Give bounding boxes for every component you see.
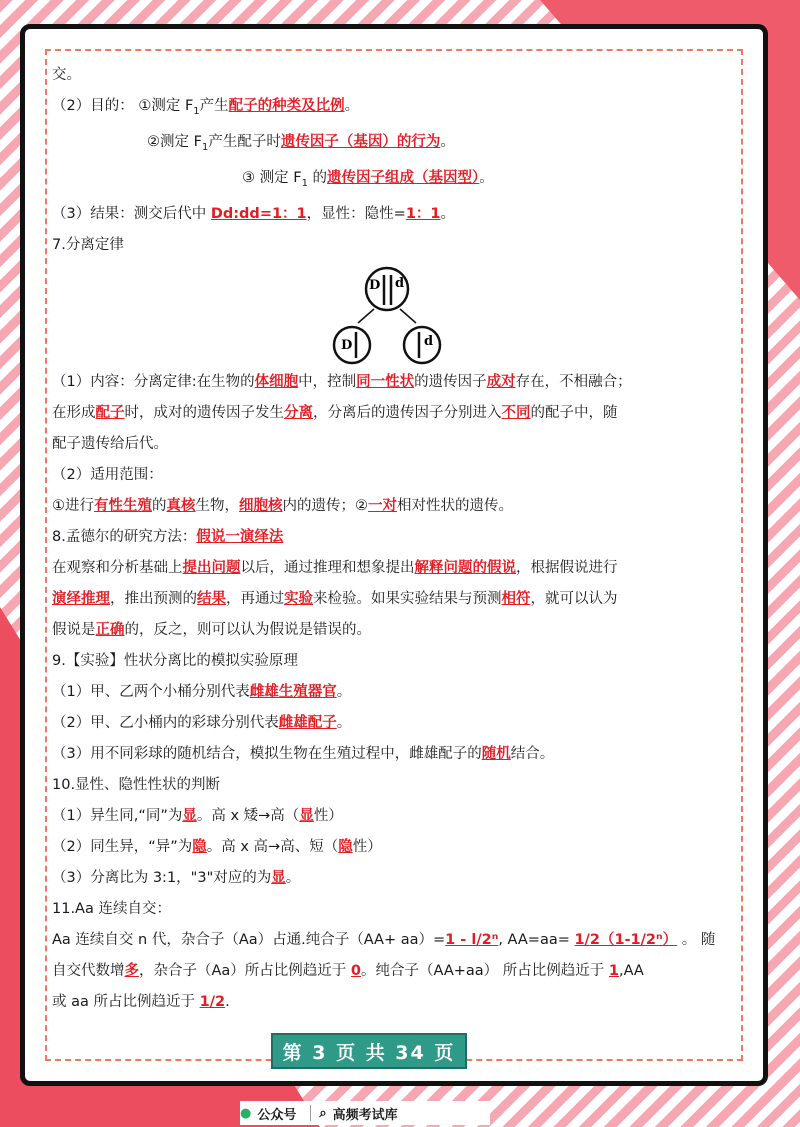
text-line: ③ 测定 $F_1$ 的遗传因子组成（基因型）。 [242,169,494,189]
allele-label: D [369,277,381,293]
answer-highlight: 有性生殖 [94,497,152,514]
page-number-badge: 第 3 页 共 34 页 [271,1033,467,1069]
answer-highlight: 雌雄配子 [278,714,337,731]
answer-highlight: 1 - l/2ⁿ [445,931,499,948]
answer-highlight: 雌雄生殖器官 [249,683,337,700]
text-line: （1）内容：分离定律:在生物的体细胞中，控制同一性状的遗传因子成对存在，不相融合； [52,373,632,390]
watermark-account: 公众号 [257,1107,297,1123]
section-heading: 10.显性、隐性性状的判断 [52,776,221,793]
answer-highlight: 1/2（1-1/2ⁿ） [574,931,678,948]
divider [310,1105,311,1121]
document-content [52,60,722,1018]
answer-highlight: 演绎推理 [52,590,110,607]
subscript: 1 [301,177,308,189]
answer-highlight: 显 [299,807,314,824]
answer-highlight: 显 [271,869,286,886]
text-line: 假说是正确的，反之，则可以认为假说是错误的。 [52,621,371,638]
text-line: 自交代数增多，杂合子（Aa）所占比例趋近于 0。纯合子（AA+aa） 所占比例趋近于 1,AA [52,962,644,979]
answer-highlight: 结果 [197,590,226,607]
text-line: （3）分离比为 3:1，"3"对应的为显。 [52,869,301,886]
text-line: Aa 连续自交 n 代，杂合子（Aa）占通.纯合子（AA+ aa）=1 - l/2ⁿ, AA=aa= 1/2（1-1/2ⁿ） 。 随 [52,931,716,948]
chromosome-diagram [332,265,442,367]
subscript: 1 [201,141,209,153]
text-line: 交。 [52,67,81,83]
answer-highlight: 解释问题的假说 [414,559,516,576]
answer-highlight: 配子的种类及比例 [228,98,345,114]
text-line: 在形成配子时，成对的遗传因子发生分离，分离后的遗传因子分别进入不同的配子中，随 [52,404,618,421]
watermark [240,1101,490,1125]
text-line: 配子遗传给后代。 [52,435,168,452]
answer-highlight: 0 [350,962,362,979]
section-heading: 9.【实验】性状分离比的模拟实验原理 [52,652,298,669]
text-line: ②测定 $F_1$产生配子时遗传因子（基因）的行为。 [147,133,455,153]
text-line: （2）目的： ①测定 $F_1$产生配子的种类及比例。 [52,98,360,117]
wechat-icon: ● [240,1105,252,1121]
text-line: （3）用不同彩球的随机结合，模拟生物在生殖过程中，雌雄配子的随机结合。 [52,745,555,762]
answer-highlight: 体细胞 [254,373,299,390]
text-line: （1）异生同,“同”为显。高 x 矮→高（显性） [52,807,343,824]
text-line: 或 aa 所占比例趋近于 1/2. [52,993,230,1010]
answer-highlight: 实验 [284,590,313,607]
answer-highlight: Dd:dd=1：1 [210,205,307,222]
allele-label: D [341,337,353,353]
answer-highlight: 1/2 [199,993,226,1010]
section-heading: 8.孟德尔的研究方法：假说一演绎法 [52,528,284,545]
answer-highlight: 同一性状 [356,373,415,390]
answer-highlight: 隐 [192,838,207,855]
watermark-name: 高频考试库 [332,1107,398,1123]
answer-highlight: 配子 [95,404,125,421]
answer-highlight: 成对 [486,373,516,390]
section-heading: 11.Aa 连续自交： [52,900,171,917]
allele-label: d [395,275,405,291]
answer-highlight: 遗传因子（基因）的行为 [280,133,441,150]
section-heading: 7.分离定律 [52,236,124,253]
text-line: （3）结果：测交后代中 Dd:dd=1：1，显性：隐性=1：1。 [52,205,455,222]
answer-highlight: 真核 [166,497,196,514]
answer-highlight: 显 [182,807,197,824]
allele-label: d [424,333,434,349]
answer-highlight: 1 [608,962,619,979]
answer-highlight: 不同 [501,404,531,421]
answer-highlight: 一对 [368,497,397,514]
search-icon: ⌕ [319,1105,327,1121]
answer-highlight: 细胞核 [239,497,283,514]
text-line: ①进行有性生殖的真核生物，细胞核内的遗传；②一对相对性状的遗传。 [52,497,513,514]
answer-highlight: 假说一演绎法 [196,528,284,545]
answer-highlight: 隐 [338,838,353,855]
text-line: （2）适用范围： [52,466,163,483]
answer-highlight: 遗传因子组成（基因型） [327,169,480,186]
subscript: 1 [193,105,200,117]
text-line: 演绎推理，推出预测的结果，再通过实验来检验。如果实验结果与预测相符，就可以认为 [52,590,618,607]
text-line: （2）甲、乙小桶内的彩球分别代表雌雄配子。 [52,714,352,731]
text-line: （1）甲、乙两个小桶分别代表雌雄生殖器官。 [52,683,352,700]
answer-highlight: 相符 [501,590,531,607]
text-line: （2）同生异，“异”为隐。高 x 高→高、短（隐性） [52,838,382,855]
answer-highlight: 1：1 [405,205,441,222]
answer-highlight: 正确 [95,621,125,638]
text-line: 在观察和分析基础上提出问题以后，通过推理和想象提出解释问题的假说，根据假说进行 [52,559,618,576]
answer-highlight: 多 [124,962,139,979]
answer-highlight: 随机 [481,745,511,762]
answer-highlight: 分离 [284,404,313,421]
answer-highlight: 提出问题 [182,559,241,576]
